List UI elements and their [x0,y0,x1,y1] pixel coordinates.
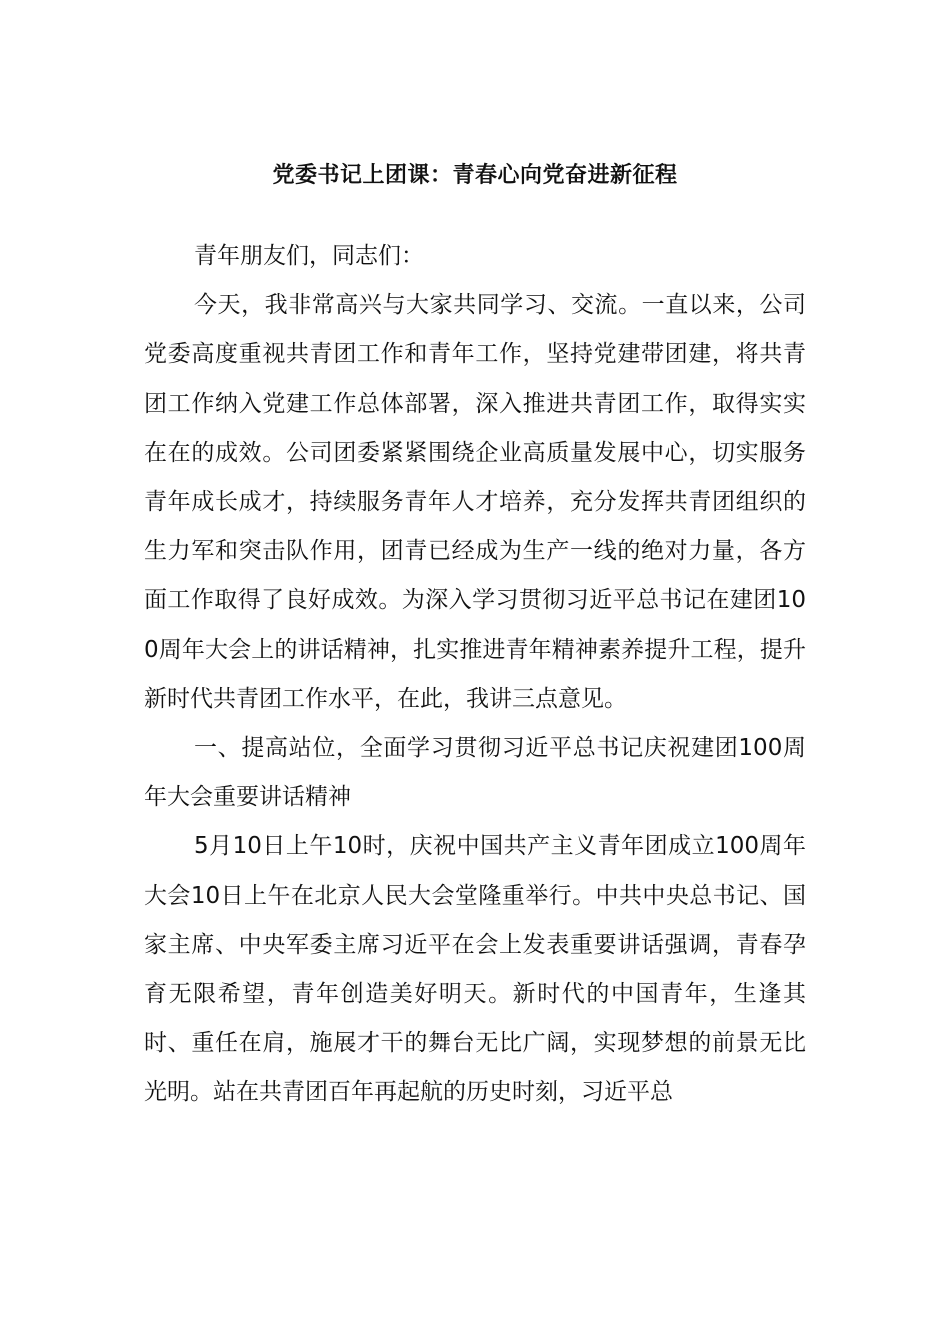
document-title: 党委书记上团课：青春心向党奋进新征程 [272,163,678,188]
document-body [144,232,806,1118]
salutation-paragraph: 青年朋友们，同志们： [194,243,424,269]
intro-paragraph: 今天，我非常高兴与大家共同学习、交流。一直以来，公司党委高度重视共青团工作和青年工作，坚持党建带团建，将共青团工作纳入党建工作总体部署，深入推进共青团工作，取得实实在在的成效。公司团委紧紧围绕企业高质量发展中心，切实服务青年成长成才，持续服务青年人才培养，充分发挥共青团组织的生力军和突击队作用，团青已经成为生产一线的绝对力量，各方面工作取得了良好成效。为深入学习贯彻习近平总书记在建团100周年大会上的讲话精神，扎实推进青年精神素养提升工程，提升新时代共青团工作水平，在此，我讲三点意见。 [144,292,806,712]
section-1-paragraph: 5月10日上午10时，庆祝中国共产主义青年团成立100周年大会10日上午在北京人民大会堂隆重举行。中共中央总书记、国家主席、中央军委主席习近平在会上发表重要讲话强调，青春孕育无限希望，青年创造美好明天。新时代的中国青年，生逢其时、重任在肩，施展才干的舞台无比广阔，实现梦想的前景无比光明。站在共青团百年再起航的历史时刻，习近平总 [144,833,806,1106]
section-heading-1: 一、提高站位，全面学习贯彻习近平总书记庆祝建团100周年大会重要讲话精神 [144,735,806,811]
